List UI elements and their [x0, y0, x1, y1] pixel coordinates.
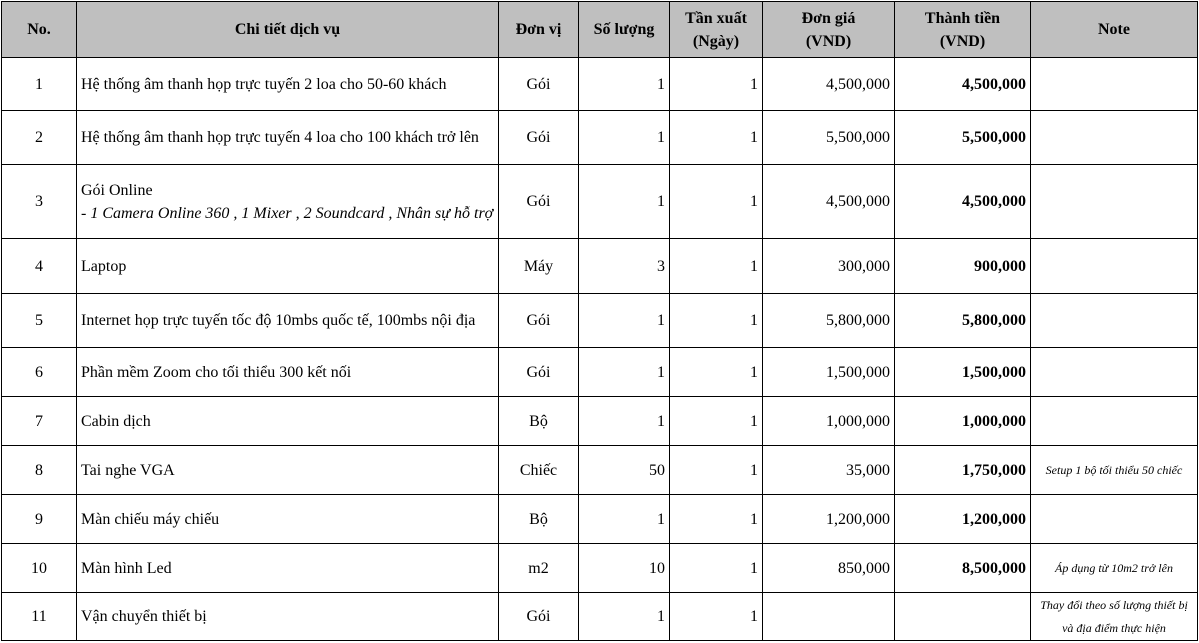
cell-no[interactable]: 4 — [2, 239, 77, 294]
cell-no[interactable]: 10 — [2, 544, 77, 593]
table-row — [2, 58, 1198, 111]
cell-no[interactable]: 7 — [2, 397, 77, 446]
cell-note[interactable] — [1031, 111, 1198, 165]
cell-qty[interactable]: 1 — [579, 111, 670, 165]
cell-qty[interactable]: 1 — [579, 495, 670, 544]
cell-total[interactable]: 1,750,000 — [895, 446, 1031, 495]
header-unit[interactable]: Đơn vị — [499, 2, 579, 58]
header-total-line1: Thành tiền — [924, 9, 1001, 27]
cell-total[interactable]: 4,500,000 — [895, 165, 1031, 239]
cell-price[interactable]: 850,000 — [763, 544, 895, 593]
cell-unit[interactable]: m2 — [499, 544, 579, 593]
cell-freq[interactable]: 1 — [670, 544, 763, 593]
cell-note[interactable] — [1031, 495, 1198, 544]
cell-freq[interactable]: 1 — [670, 495, 763, 544]
cell-price[interactable]: 5,800,000 — [763, 294, 895, 348]
header-price-line2: (VND) — [805, 32, 852, 50]
table-row — [2, 397, 1198, 446]
cell-qty[interactable]: 1 — [579, 294, 670, 348]
cell-detail[interactable]: Hệ thống âm thanh họp trực tuyến 4 loa cho 100 khách trở lên — [77, 111, 499, 165]
cell-freq[interactable]: 1 — [670, 58, 763, 111]
cell-qty[interactable]: 10 — [579, 544, 670, 593]
cell-detail[interactable]: Phần mềm Zoom cho tối thiểu 300 kết nối — [77, 348, 499, 397]
cell-detail-subtext: - 1 Camera Online 360 , 1 Mixer , 2 Soundcard , Nhân sự hỗ trợ — [81, 204, 494, 222]
cell-note[interactable]: Thay đổi theo số lượng thiết bị và địa điểm thực hiện — [1031, 593, 1198, 641]
cell-unit[interactable]: Gói — [499, 348, 579, 397]
cell-no[interactable]: 5 — [2, 294, 77, 348]
table-row — [2, 593, 1198, 641]
cell-unit[interactable]: Bộ — [499, 495, 579, 544]
header-total[interactable] — [895, 2, 1031, 58]
cell-price[interactable]: 35,000 — [763, 446, 895, 495]
header-qty[interactable]: Số lượng — [579, 2, 670, 58]
cell-total[interactable]: 1,000,000 — [895, 397, 1031, 446]
cell-detail[interactable]: Laptop — [77, 239, 499, 294]
cell-note[interactable]: Setup 1 bộ tối thiểu 50 chiếc — [1031, 446, 1198, 495]
cell-note[interactable] — [1031, 348, 1198, 397]
table-row — [2, 544, 1198, 593]
cell-unit[interactable]: Bộ — [499, 397, 579, 446]
cell-detail[interactable]: Hệ thống âm thanh họp trực tuyến 2 loa cho 50-60 khách — [77, 58, 499, 111]
cell-freq[interactable]: 1 — [670, 397, 763, 446]
service-quote-table — [1, 1, 1198, 641]
cell-no[interactable]: 1 — [2, 58, 77, 111]
cell-qty[interactable]: 50 — [579, 446, 670, 495]
header-total-line2: (VND) — [939, 32, 986, 50]
cell-qty[interactable]: 1 — [579, 348, 670, 397]
header-freq-line1: Tần xuất — [685, 9, 747, 27]
cell-price[interactable]: 1,500,000 — [763, 348, 895, 397]
cell-total[interactable]: 4,500,000 — [895, 58, 1031, 111]
cell-detail[interactable]: Màn hình Led — [77, 544, 499, 593]
header-price-line1: Đơn giá — [801, 9, 856, 27]
cell-note[interactable] — [1031, 58, 1198, 111]
table-row — [2, 239, 1198, 294]
cell-detail[interactable]: Màn chiếu máy chiếu — [77, 495, 499, 544]
cell-unit[interactable]: Gói — [499, 111, 579, 165]
cell-detail-title: Gói Online — [81, 181, 153, 199]
cell-note[interactable] — [1031, 294, 1198, 348]
cell-detail[interactable]: Tai nghe VGA — [77, 446, 499, 495]
cell-total[interactable] — [895, 593, 1031, 641]
cell-freq[interactable]: 1 — [670, 348, 763, 397]
table-row — [2, 348, 1198, 397]
cell-freq[interactable]: 1 — [670, 111, 763, 165]
header-freq[interactable] — [670, 2, 763, 58]
cell-freq[interactable]: 1 — [670, 446, 763, 495]
cell-price[interactable]: 300,000 — [763, 239, 895, 294]
cell-no[interactable]: 3 — [2, 165, 77, 239]
table-row — [2, 294, 1198, 348]
cell-no[interactable]: 9 — [2, 495, 77, 544]
cell-price[interactable]: 1,200,000 — [763, 495, 895, 544]
table-row — [2, 165, 1198, 239]
cell-unit[interactable]: Gói — [499, 593, 579, 641]
table-row — [2, 446, 1198, 495]
cell-price[interactable]: 5,500,000 — [763, 111, 895, 165]
cell-freq[interactable]: 1 — [670, 593, 763, 641]
cell-freq[interactable]: 1 — [670, 294, 763, 348]
cell-price[interactable]: 4,500,000 — [763, 58, 895, 111]
cell-qty[interactable]: 1 — [579, 58, 670, 111]
cell-unit[interactable]: Gói — [499, 294, 579, 348]
cell-unit[interactable]: Gói — [499, 58, 579, 111]
cell-note[interactable] — [1031, 397, 1198, 446]
cell-total[interactable]: 8,500,000 — [895, 544, 1031, 593]
cell-qty[interactable]: 1 — [579, 165, 670, 239]
cell-unit[interactable]: Máy — [499, 239, 579, 294]
cell-total[interactable]: 1,200,000 — [895, 495, 1031, 544]
cell-total[interactable]: 5,800,000 — [895, 294, 1031, 348]
cell-total[interactable]: 900,000 — [895, 239, 1031, 294]
cell-unit[interactable]: Chiếc — [499, 446, 579, 495]
header-price[interactable] — [763, 2, 895, 58]
cell-note[interactable]: Áp dụng từ 10m2 trở lên — [1031, 544, 1198, 593]
cell-no[interactable]: 2 — [2, 111, 77, 165]
cell-no[interactable]: 6 — [2, 348, 77, 397]
cell-freq[interactable]: 1 — [670, 239, 763, 294]
cell-detail[interactable]: Vận chuyển thiết bị — [77, 593, 499, 641]
cell-qty[interactable]: 1 — [579, 593, 670, 641]
cell-price[interactable] — [763, 593, 895, 641]
cell-note[interactable] — [1031, 165, 1198, 239]
cell-detail[interactable]: Internet họp trực tuyến tốc độ 10mbs quốc tế, 100mbs nội địa — [77, 294, 499, 348]
cell-qty[interactable]: 1 — [579, 397, 670, 446]
cell-detail[interactable] — [77, 165, 499, 239]
cell-no[interactable]: 11 — [2, 593, 77, 641]
cell-price[interactable]: 1,000,000 — [763, 397, 895, 446]
cell-qty[interactable]: 3 — [579, 239, 670, 294]
header-no[interactable]: No. — [2, 2, 77, 58]
table-row — [2, 111, 1198, 165]
cell-total[interactable]: 1,500,000 — [895, 348, 1031, 397]
table-row — [2, 495, 1198, 544]
header-freq-line2: (Ngày) — [692, 32, 740, 50]
header-note[interactable]: Note — [1031, 2, 1198, 58]
cell-no[interactable]: 8 — [2, 446, 77, 495]
cell-total[interactable]: 5,500,000 — [895, 111, 1031, 165]
header-detail[interactable]: Chi tiết dịch vụ — [77, 2, 499, 58]
cell-detail[interactable]: Cabin dịch — [77, 397, 499, 446]
header-row — [2, 2, 1198, 58]
cell-unit[interactable]: Gói — [499, 165, 579, 239]
cell-price[interactable]: 4,500,000 — [763, 165, 895, 239]
cell-note[interactable] — [1031, 239, 1198, 294]
cell-freq[interactable]: 1 — [670, 165, 763, 239]
